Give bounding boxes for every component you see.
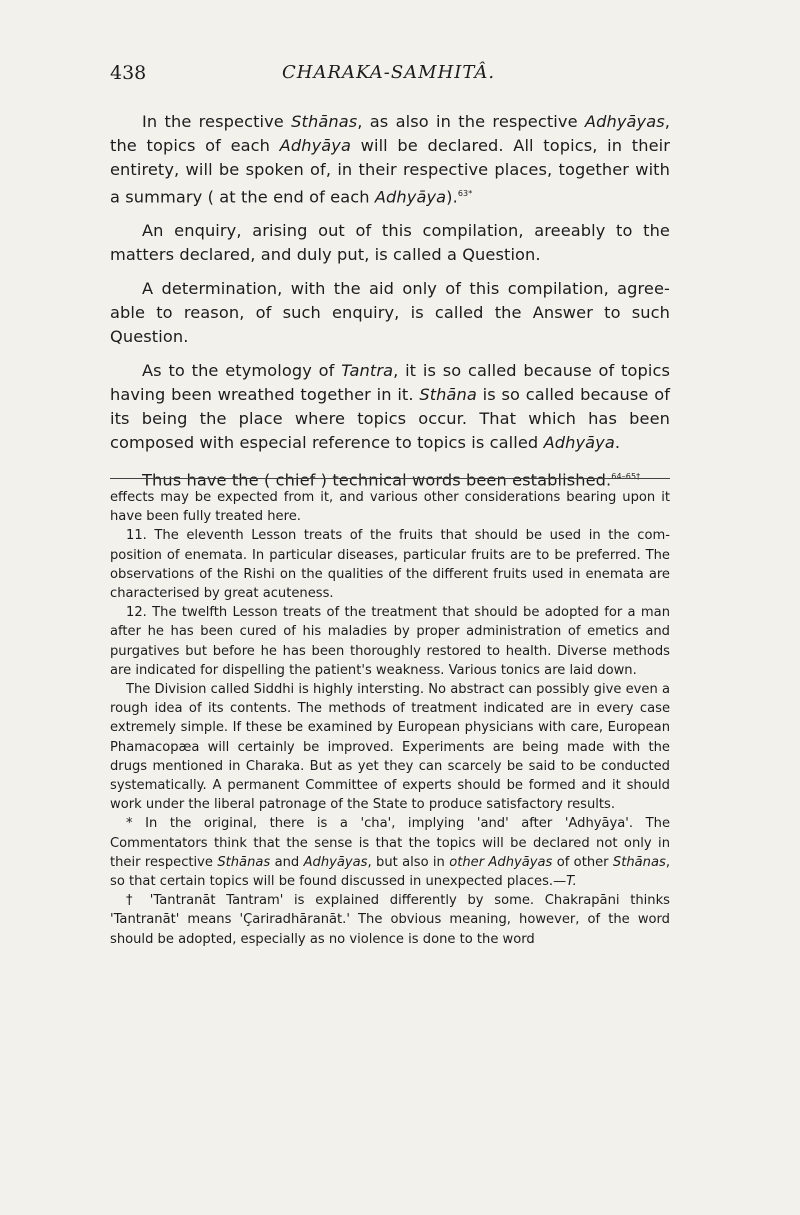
- running-title: CHARAKA-SAMHITÂ.: [282, 62, 496, 83]
- footnote-dagger: † 'Tantranāt Tantram' is explained differently by some. Chakrapāni thinks 'Tantranāt' means 'Çariradhāranāt.' The obvious meaning, however, of the word should be adopted, especially as no violence is done to the word: [110, 893, 670, 947]
- paragraph-4: [110, 359, 670, 455]
- text-run: , so that certain topics will be found discussed in unexpected places.—: [110, 854, 670, 890]
- text-run: * In the original, there is a 'cha', implying 'and' after 'Adhyāya'. The Commentators think that the sense is that the topics will be declared not only in their respective: [110, 816, 670, 870]
- text-run: , but also in: [367, 854, 450, 870]
- footnotes: [110, 488, 670, 949]
- paragraph-3: A determination, with the aid only of this compilation, agree-able to reason, of such enquiry, is called the Answer to such Question.: [110, 279, 670, 347]
- footnote-continuation: effects may be expected from it, and various other considerations bearing upon it have been fully treated here.: [110, 490, 670, 525]
- text-run: is so called because of its being the place where topics occur. That which has been composed with especial reference to topics is called: [110, 385, 670, 453]
- text-run: .: [614, 433, 621, 453]
- italic-term: T.: [566, 874, 577, 890]
- italic-term: Adhyāya: [374, 187, 447, 207]
- italic-term: other Adhyāyas: [449, 854, 553, 870]
- footnote-siddhi: The Division called Siddhi is highly intersting. No abstract can possibly give even a rough idea of its contents. The methods of treatment indicated are in every case extremely simple. If these be examined by European physicians with care, European Phamacopæa will certainly be improved. Experiments are being made with the drugs mentioned in Charaka. But as yet they can scarcely be said to be conducted systematically. A permanent Committee of experts should be formed and it should work under the liberal patronage of the State to produce satisfactory results.: [110, 682, 670, 813]
- italic-term: Sthānas: [612, 854, 666, 870]
- text-run: and: [270, 854, 304, 870]
- text-run: Thus have the ( chief ) technical words been established.: [142, 470, 612, 490]
- text-run: ).: [446, 187, 458, 207]
- italic-term: Sthānas: [291, 112, 358, 131]
- italic-term: Sthānas: [217, 854, 271, 870]
- text-run: As to the etymology of: [142, 361, 342, 381]
- text-run: of other: [552, 854, 613, 870]
- footnote-lesson-12: 12. The twelfth Lesson treats of the treatment that should be adopted for a man after he has been cured of his maladies by proper administration of emetics and purgatives but before he has been thoroughly restored to health. Diverse methods are indicated for dispelling the patient's weakness. Various tonics are laid down.: [110, 605, 670, 678]
- italic-term: Adhyāya: [543, 433, 615, 453]
- text-run: , the topics of each: [110, 112, 670, 155]
- italic-term: Adhyāyas: [303, 854, 368, 870]
- paragraph-2: An enquiry, arising out of this compilation, areeably to the matters declared, and duly put, is called a Question.: [110, 221, 670, 265]
- footnote-asterisk: [110, 814, 670, 891]
- page-header: [110, 62, 670, 92]
- footnote-marker: 63*: [457, 189, 473, 198]
- footnote-divider: [110, 478, 670, 479]
- paragraph-1: [110, 110, 670, 209]
- footnote-lesson-11: 11. The eleventh Lesson treats of the fruits that should be used in the com-position of enemata. In particular diseases, particular fruits are to be preferred. The observations of the Rishi on the qualities of the different fruits used in enemata are characterised by great acuteness.: [110, 528, 670, 602]
- main-text: [110, 110, 670, 503]
- italic-term: Tantra: [341, 361, 394, 381]
- text-run: will be declared. All topics, in their entirety, will be spoken of, in their respective places, together with a summary ( at the end of each: [110, 136, 670, 207]
- text-run: , as also in the respective: [357, 112, 585, 131]
- italic-term: Sthāna: [419, 385, 477, 405]
- italic-term: Adhyāya: [279, 136, 351, 155]
- page-number: 438: [110, 62, 147, 84]
- text-run: In the respective: [142, 112, 292, 131]
- italic-term: Adhyāyas: [584, 112, 665, 131]
- text-run: , it is so called because of topics having been wreathed together in it.: [110, 361, 670, 405]
- footnote-marker: 64–65†: [611, 472, 641, 482]
